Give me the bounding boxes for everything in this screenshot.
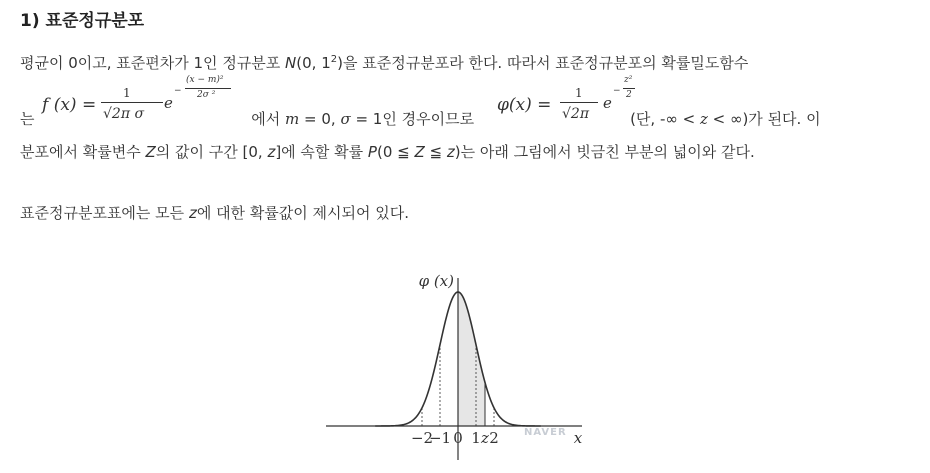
formula-f-exp-numerator: (x − m)²: [186, 75, 224, 85]
math-z: z: [699, 110, 708, 128]
tick-label: −1: [428, 429, 452, 447]
paragraph-line-3: [20, 141, 755, 162]
formula-phi-denominator: √2π: [562, 106, 590, 122]
formula-f-exp-denominator: 2σ ²: [197, 90, 216, 100]
text-span: (단, -∞ <: [630, 110, 700, 128]
formula-f-exp-bar: [185, 88, 231, 89]
text-span: = 0,: [299, 110, 341, 128]
math-z: z: [267, 143, 276, 161]
formula-phi-exp-sign: −: [613, 86, 621, 96]
text-span: 에 대한 확률값이 제시되어 있다.: [196, 204, 410, 222]
paragraph-line-1: [20, 52, 748, 73]
math-P: P: [367, 143, 377, 161]
y-axis-label: φ (x): [418, 272, 454, 290]
tick-label: 2: [489, 429, 499, 447]
formula-f-numerator: 1: [123, 86, 131, 100]
text-span: (0 ≦: [376, 143, 415, 161]
formula-phi-exp-bar: [623, 88, 635, 89]
math-Z: Z: [414, 143, 425, 161]
formula-phi-e: e: [603, 94, 612, 112]
text-span: 평균이 0이고, 표준편차가 1인 정규분포: [20, 54, 286, 72]
superscript: 2: [330, 54, 338, 65]
text-span: )는 아래 그림에서 빗금친 부분의 넓이와 같다.: [454, 143, 755, 161]
text-span: 의 값이 구간 [0,: [155, 143, 268, 161]
text-span: )을 표준정규분포라 한다. 따라서 표준정규분포의 확률밀도함수: [337, 54, 749, 72]
formula-phi-exp-denominator: 2: [626, 90, 632, 100]
text-span: 에서: [251, 110, 286, 128]
formula-f-denominator: √2π σ: [103, 106, 145, 122]
tick-label: −2: [410, 429, 434, 447]
math-z: z: [446, 143, 455, 161]
text-span: ]에 속할 확률: [275, 143, 368, 161]
formula-f-fraction-bar: [101, 102, 163, 103]
text-span: 분포에서 확률변수: [20, 143, 146, 161]
tick-label: 1: [471, 429, 481, 447]
formula-f-e: e: [164, 94, 173, 112]
math-N: N: [285, 54, 297, 72]
formula-phi-numerator: 1: [575, 86, 583, 100]
paragraph-line-4: [20, 202, 409, 223]
text-span: (0, 1: [296, 54, 331, 72]
formula-phi-lhs: φ(x) =: [497, 95, 552, 115]
math-sigma: σ: [340, 110, 351, 128]
math-m: m: [285, 110, 300, 128]
formula-phi-exp-numerator: z²: [624, 75, 633, 85]
text-span: 는: [20, 110, 35, 128]
text-span: = 1인 경우이므로: [350, 110, 475, 128]
text-span: < ∞)가 된다. 이: [707, 110, 821, 128]
formula-phi-fraction-bar: [560, 102, 598, 103]
shaded-region: [458, 292, 485, 426]
text-span: 표준정규분포표에는 모든: [20, 204, 189, 222]
naver-watermark: NAVER: [524, 427, 567, 438]
math-z: z: [188, 204, 197, 222]
formula-f-lhs: f (x) =: [42, 95, 97, 115]
tick-label: z: [481, 429, 489, 447]
text-span: ≦: [424, 143, 447, 161]
math-Z: Z: [145, 143, 156, 161]
formula-f-exp-sign: −: [174, 86, 182, 96]
section-heading: 1) 표준정규분포: [20, 11, 145, 31]
tick-label: 0: [453, 429, 463, 447]
x-axis-label: x: [573, 429, 583, 447]
